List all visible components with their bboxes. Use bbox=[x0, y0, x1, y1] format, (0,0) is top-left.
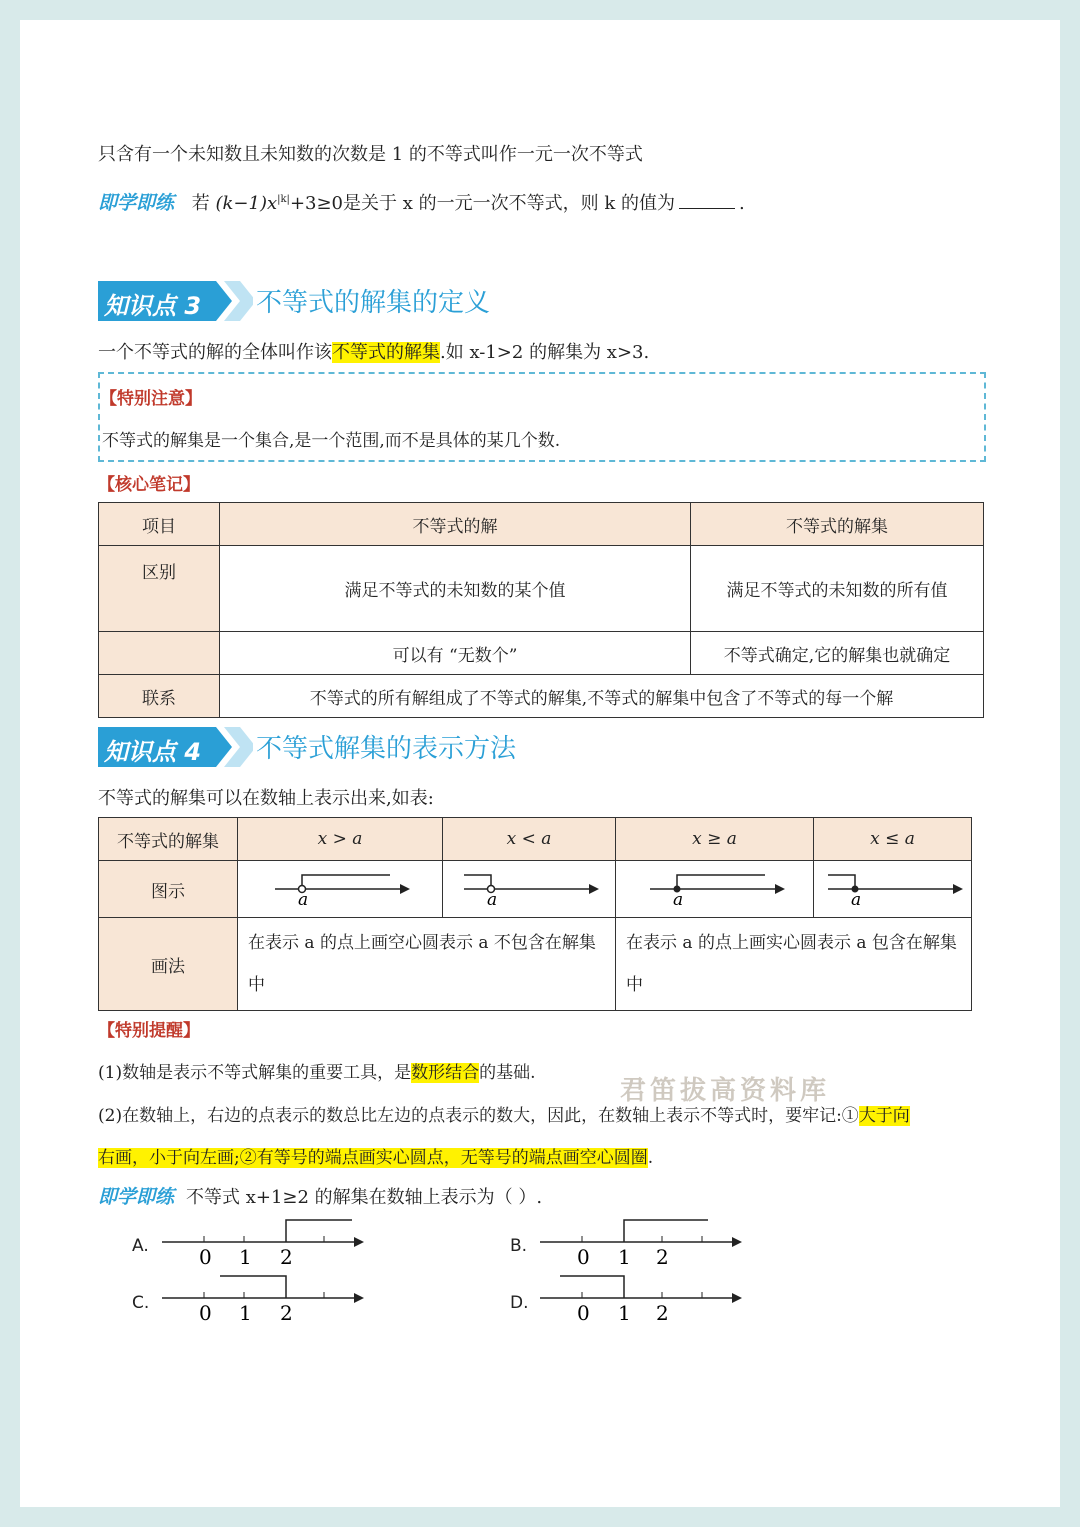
watermark: 君笛拔高资料库 bbox=[620, 1076, 831, 1106]
reminder-p1-post: 的基础. bbox=[479, 1063, 536, 1083]
reminder-p1-highlight: 数形结合 bbox=[411, 1063, 480, 1083]
repr-diagram-lt bbox=[443, 861, 616, 918]
option-b-tick-2: 2 bbox=[656, 1245, 669, 1269]
repr-header-lt: x < a bbox=[443, 818, 616, 861]
core-header-solution: 不等式的解 bbox=[220, 503, 691, 546]
core-row-2-set: 不等式确定,它的解集也就确定 bbox=[691, 632, 984, 675]
special-reminder-label: 【特别提醒】 bbox=[98, 1021, 200, 1041]
core-link-label: 联系 bbox=[99, 675, 220, 718]
reminder-p1-pre: (1)数轴是表示不等式解集的重要工具，是 bbox=[98, 1063, 412, 1083]
axis-label-a: a bbox=[672, 889, 683, 907]
kp3-badge-text: 知识点 3 bbox=[104, 292, 202, 320]
special-note-label: 【特别注意】 bbox=[100, 389, 202, 409]
core-row-diff-solution: 满足不等式的未知数的某个值 bbox=[220, 546, 691, 632]
reminder-p2-line2 bbox=[98, 1143, 653, 1168]
axis-label-a: a bbox=[850, 889, 861, 907]
core-notes-label: 【核心笔记】 bbox=[98, 475, 200, 495]
reminder-p2-mid: ;② bbox=[234, 1148, 257, 1168]
option-b-number-line-icon[interactable] bbox=[540, 1214, 750, 1274]
option-a-number-line-icon[interactable] bbox=[162, 1214, 372, 1274]
worksheet-page bbox=[20, 20, 1060, 1507]
option-c-tick-2: 2 bbox=[280, 1301, 293, 1325]
core-row-diff-set: 满足不等式的未知数的所有值 bbox=[691, 546, 984, 632]
reminder-p2-end: . bbox=[647, 1148, 654, 1168]
option-c-number-line-icon[interactable] bbox=[162, 1270, 372, 1330]
practice-1-expr2: +3≥0 bbox=[289, 193, 344, 214]
kp3-title: 不等式的解集的定义 bbox=[256, 288, 491, 318]
practice-label: 即学即练 bbox=[98, 192, 175, 214]
option-a-label[interactable]: A. bbox=[132, 1236, 149, 1256]
core-row-2-solution: 可以有 “无数个” bbox=[220, 632, 691, 675]
option-d-tick-0: 0 bbox=[577, 1301, 590, 1325]
practice-2-text: 不等式 x+1≥2 的解集在数轴上表示为（ ）. bbox=[186, 1187, 543, 1208]
repr-method-label: 画法 bbox=[99, 918, 238, 1011]
core-link-text: 不等式的所有解组成了不等式的解集,不等式的解集中包含了不等式的每一个解 bbox=[220, 675, 984, 718]
option-a-tick-1: 1 bbox=[239, 1245, 252, 1269]
kp3-def-pre: 一个不等式的解的全体叫作该 bbox=[98, 342, 332, 363]
representation-table bbox=[98, 817, 972, 1011]
core-row-2-label bbox=[99, 632, 220, 675]
practice-1-pre: 若 bbox=[191, 193, 210, 214]
number-line-lt-icon bbox=[459, 867, 599, 907]
option-d-number-line-icon[interactable] bbox=[540, 1270, 750, 1330]
number-line-ge-icon bbox=[645, 867, 785, 907]
option-c-tick-1: 1 bbox=[239, 1301, 252, 1325]
core-row-diff-label: 区别 bbox=[99, 546, 220, 632]
option-d-tick-2: 2 bbox=[656, 1301, 669, 1325]
kp4-title: 不等式解集的表示方法 bbox=[256, 734, 517, 764]
reminder-p2-highlight-1: 大于向 bbox=[858, 1106, 910, 1126]
core-notes-table bbox=[98, 502, 984, 718]
repr-header-label: 不等式的解集 bbox=[99, 818, 238, 861]
repr-method-open: 在表示 a 的点上画空心圆表示 a 不包含在解集中 bbox=[238, 918, 616, 1011]
number-line-le-icon bbox=[823, 867, 963, 907]
kp3-def-post: .如 x-1>2 的解集为 x>3. bbox=[440, 342, 650, 363]
practice-1-end: . bbox=[738, 193, 745, 214]
practice-1-mid: 是关于 x 的一元一次不等式，则 k 的值为 bbox=[343, 193, 675, 214]
practice-1-exponent: |k| bbox=[277, 194, 290, 205]
reminder-p2-highlight-3: 有等号的端点画实心圆点，无等号的端点画空心圆圈 bbox=[256, 1148, 648, 1168]
practice-1-expr: (k−1)x bbox=[215, 193, 278, 214]
kp4-intro: 不等式的解集可以在数轴上表示出来,如表: bbox=[98, 788, 434, 809]
intro-line: 只含有一个未知数且未知数的次数是 1 的不等式叫作一元一次不等式 bbox=[98, 144, 643, 165]
kp3-definition bbox=[98, 338, 649, 364]
repr-method-closed: 在表示 a 的点上画实心圆表示 a 包含在解集中 bbox=[616, 918, 972, 1011]
reminder-p2-highlight-2: 右画，小于向左画 bbox=[98, 1148, 234, 1168]
repr-diagram-le bbox=[814, 861, 972, 918]
option-a-tick-0: 0 bbox=[199, 1245, 212, 1269]
repr-diagram-label: 图示 bbox=[99, 861, 238, 918]
kp4-badge-text: 知识点 4 bbox=[104, 738, 202, 766]
option-d-label[interactable]: D. bbox=[510, 1293, 529, 1313]
option-c-tick-0: 0 bbox=[199, 1301, 212, 1325]
reminder-p1 bbox=[98, 1058, 536, 1083]
axis-label-a: a bbox=[487, 889, 498, 907]
practice-1 bbox=[98, 188, 745, 215]
number-line-gt-icon bbox=[270, 867, 410, 907]
repr-diagram-ge bbox=[616, 861, 814, 918]
option-b-label[interactable]: B. bbox=[510, 1236, 528, 1256]
practice-2 bbox=[98, 1182, 542, 1209]
option-c-label[interactable]: C. bbox=[132, 1293, 150, 1313]
core-header-item: 项目 bbox=[99, 503, 220, 546]
answer-blank[interactable] bbox=[679, 192, 735, 209]
core-header-solution-set: 不等式的解集 bbox=[691, 503, 984, 546]
special-note-text: 不等式的解集是一个集合,是一个范围,而不是具体的某几个数. bbox=[102, 431, 561, 451]
reminder-p2-pre: (2)在数轴上，右边的点表示的数总比左边的点表示的数大，因此，在数轴上表示不等式时，要牢记:① bbox=[98, 1106, 859, 1126]
repr-header-le: x ≤ a bbox=[814, 818, 972, 861]
option-d-tick-1: 1 bbox=[618, 1301, 631, 1325]
kp3-def-highlight: 不等式的解集 bbox=[332, 342, 440, 363]
repr-header-ge: x ≥ a bbox=[616, 818, 814, 861]
option-b-tick-0: 0 bbox=[577, 1245, 590, 1269]
option-b-tick-1: 1 bbox=[618, 1245, 631, 1269]
axis-label-a: a bbox=[298, 889, 309, 907]
option-a-tick-2: 2 bbox=[280, 1245, 293, 1269]
repr-header-gt: x > a bbox=[238, 818, 443, 861]
practice-label: 即学即练 bbox=[98, 1186, 175, 1208]
repr-diagram-gt bbox=[238, 861, 443, 918]
